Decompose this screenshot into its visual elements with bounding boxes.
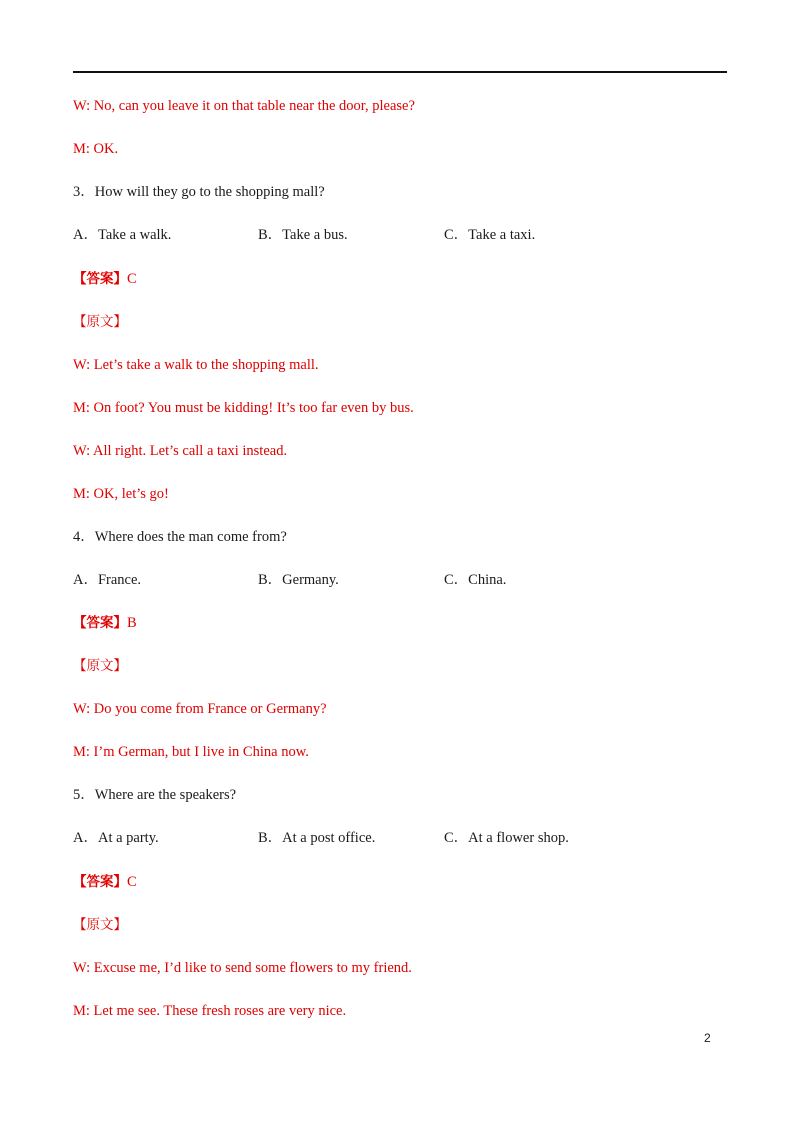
transcript-label-text: 【原文】 [73, 658, 127, 674]
transcript-line: W: Excuse me, I’d like to send some flowers to my friend. [73, 960, 412, 976]
option-b: B．Take a bus. [258, 227, 348, 243]
option-a: A．At a party. [73, 830, 159, 846]
prev-dialogue-line: M: OK. [73, 141, 119, 157]
option-a: A．Take a walk. [73, 227, 172, 243]
option-c: C．At a flower shop. [444, 830, 569, 846]
answer-label: 【答案】 [73, 271, 127, 287]
option-c: C．China. [444, 572, 507, 588]
answer-line [73, 873, 137, 891]
question-text: 5．Where are the speakers? [73, 787, 237, 803]
answer-label: 【答案】 [73, 615, 127, 631]
option-b: B．At a post office. [258, 830, 376, 846]
answer-label: 【答案】 [73, 874, 127, 890]
page-number: 2 [704, 1031, 711, 1045]
option-b: B．Germany. [258, 572, 339, 588]
transcript-line: M: On foot? You must be kidding! It’s too far even by bus. [73, 400, 414, 416]
option-c: C．Take a taxi. [444, 227, 536, 243]
transcript-label [73, 657, 127, 675]
answer-value: C [127, 271, 137, 287]
transcript-line: W: Let’s take a walk to the shopping mall. [73, 357, 319, 373]
transcript-label [73, 916, 127, 934]
transcript-label-text: 【原文】 [73, 314, 127, 330]
answer-value: C [127, 874, 137, 890]
question-text: 4．Where does the man come from? [73, 529, 287, 545]
answer-line [73, 270, 137, 288]
prev-dialogue-line: W: No, can you leave it on that table near the door, please? [73, 98, 415, 114]
transcript-line: M: Let me see. These fresh roses are very nice. [73, 1003, 347, 1019]
transcript-label-text: 【原文】 [73, 917, 127, 933]
transcript-line: W: Do you come from France or Germany? [73, 701, 327, 717]
transcript-line: M: I’m German, but I live in China now. [73, 744, 309, 760]
option-a: A．France. [73, 572, 142, 588]
transcript-line: M: OK, let’s go! [73, 486, 169, 502]
question-text: 3．How will they go to the shopping mall? [73, 184, 325, 200]
header-rule [73, 71, 727, 73]
answer-line [73, 614, 137, 632]
answer-value: B [127, 615, 137, 631]
transcript-line: W: All right. Let’s call a taxi instead. [73, 443, 288, 459]
transcript-label [73, 313, 127, 331]
